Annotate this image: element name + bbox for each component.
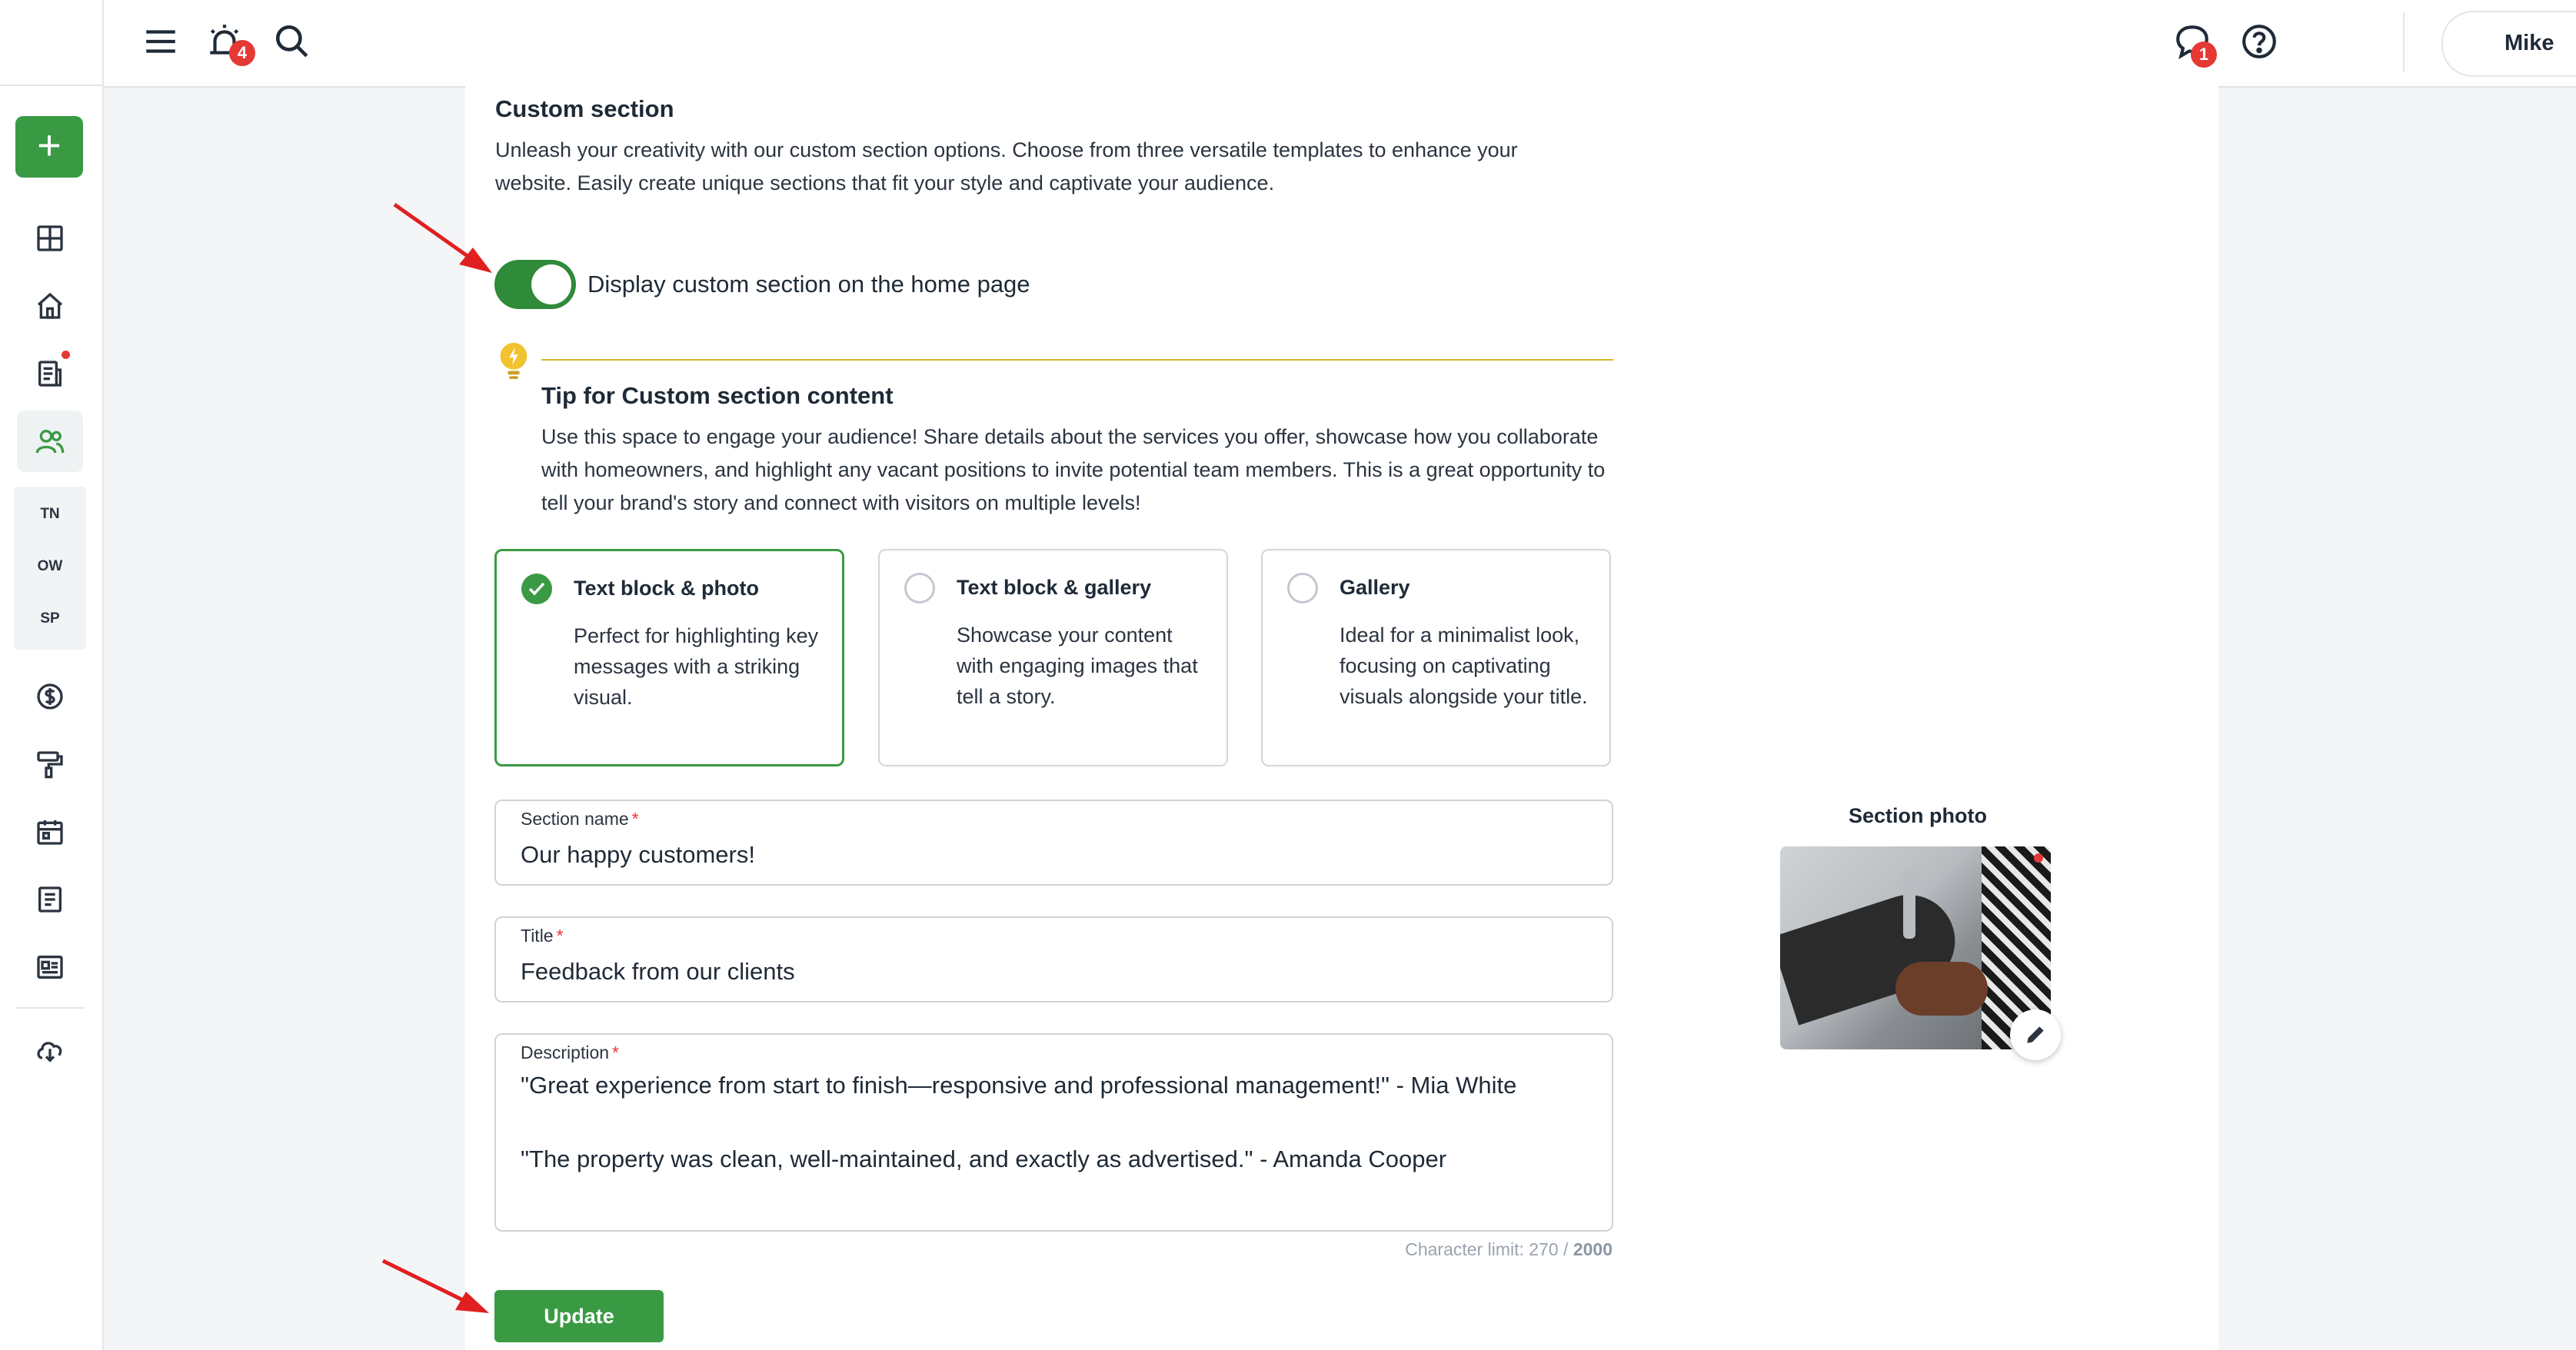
toggle-knob	[531, 264, 571, 304]
listing-icon[interactable]	[17, 936, 83, 998]
sidebar-divider	[15, 1007, 85, 1009]
template-description: Perfect for highlighting key messages with a striking visual.	[574, 624, 819, 709]
lightbulb-icon	[498, 341, 529, 380]
dollar-icon[interactable]	[17, 666, 83, 727]
section-photo	[1780, 846, 2051, 1049]
user-name: Mike	[2504, 31, 2554, 55]
notification-dot	[62, 351, 70, 359]
radio-unchecked-icon	[1287, 573, 1318, 604]
tip-title: Tip for Custom section content	[541, 382, 894, 409]
help-icon[interactable]	[2235, 17, 2284, 66]
tip-text: Use this space to engage your audience! Share details about the services you offer, showcase how you collaborate with homeowners, and highlight any vacant positions to invite potential team members. This is a great opportunity to tell your brand's story and connect with visitors on multiple levels!	[541, 425, 1606, 514]
alarm-icon[interactable]	[200, 17, 249, 66]
template-title: Gallery	[1340, 576, 1410, 599]
section-intro: Unleash your creativity with our custom section options. Choose from three versatile templates to enhance your website. Easily create unique sections that fit your style and captivate your audience.	[495, 138, 1518, 195]
search-icon[interactable]	[268, 17, 317, 66]
title-value: Feedback from our clients	[521, 958, 795, 985]
section-heading: Custom section	[495, 95, 674, 122]
template-description: Ideal for a minimalist look, focusing on captivating visuals alongside your title.	[1340, 623, 1588, 708]
home-icon[interactable]	[17, 275, 83, 337]
radio-checked-icon	[521, 574, 552, 604]
people-icon[interactable]	[17, 411, 83, 472]
topbar-separator	[2403, 12, 2405, 72]
add-new-button[interactable]: +	[15, 116, 83, 178]
template-card-gallery[interactable]	[1261, 549, 1611, 766]
annotation-arrow-toggle	[388, 198, 496, 275]
character-limit: Character limit: 270 / 2000	[1405, 1239, 1612, 1259]
cloud-download-icon[interactable]	[17, 1019, 83, 1081]
template-title: Text block & gallery	[957, 576, 1152, 599]
edit-photo-button[interactable]	[2010, 1009, 2061, 1060]
alerts-badge: 4	[229, 40, 255, 66]
messages-icon[interactable]	[2168, 17, 2217, 66]
description-field[interactable]	[494, 1033, 1613, 1232]
logo-slot	[0, 0, 102, 86]
pencil-icon	[2023, 1022, 2048, 1047]
property-tn[interactable]: TN	[40, 506, 60, 522]
menu-icon[interactable]	[136, 17, 185, 66]
dashboard-icon[interactable]	[17, 208, 83, 269]
paint-roller-icon[interactable]	[17, 733, 83, 795]
photo-status-dot	[2034, 853, 2043, 863]
section-photo-label: Section photo	[1849, 804, 1987, 827]
annotation-arrow-update	[377, 1255, 492, 1316]
report-icon[interactable]	[17, 869, 83, 930]
radio-unchecked-icon	[904, 573, 935, 604]
description-line: "The property was clean, well-maintained, and exactly as advertised." - Amanda Cooper	[521, 1146, 1447, 1172]
title-label: Title *	[521, 926, 564, 946]
property-sp[interactable]: SP	[40, 610, 60, 627]
template-card-text-photo[interactable]	[494, 549, 844, 766]
section-name-label: Section name *	[521, 809, 639, 829]
template-title: Text block & photo	[574, 577, 759, 600]
template-description: Showcase your content with engaging images that tell a story.	[957, 623, 1198, 708]
messages-badge: 1	[2191, 42, 2217, 68]
top-bar	[104, 0, 2576, 88]
section-name-field[interactable]	[494, 800, 1613, 886]
section-name-value: Our happy customers!	[521, 841, 755, 868]
template-card-text-gallery[interactable]	[878, 549, 1228, 766]
update-button[interactable]: Update	[494, 1290, 664, 1342]
calendar-icon[interactable]	[17, 801, 83, 863]
tip-divider	[541, 359, 1613, 361]
documents-icon[interactable]	[17, 343, 83, 404]
description-line: "Great experience from start to finish—responsive and professional management!" - Mia White	[521, 1072, 1517, 1099]
property-ow[interactable]: OW	[37, 558, 63, 574]
title-field[interactable]	[494, 916, 1613, 1003]
user-menu[interactable]	[2441, 11, 2576, 77]
display-section-toggle[interactable]	[494, 260, 576, 309]
sidebar	[0, 0, 104, 1350]
toggle-label: Display custom section on the home page	[587, 271, 1030, 298]
description-label: Description *	[521, 1042, 619, 1062]
